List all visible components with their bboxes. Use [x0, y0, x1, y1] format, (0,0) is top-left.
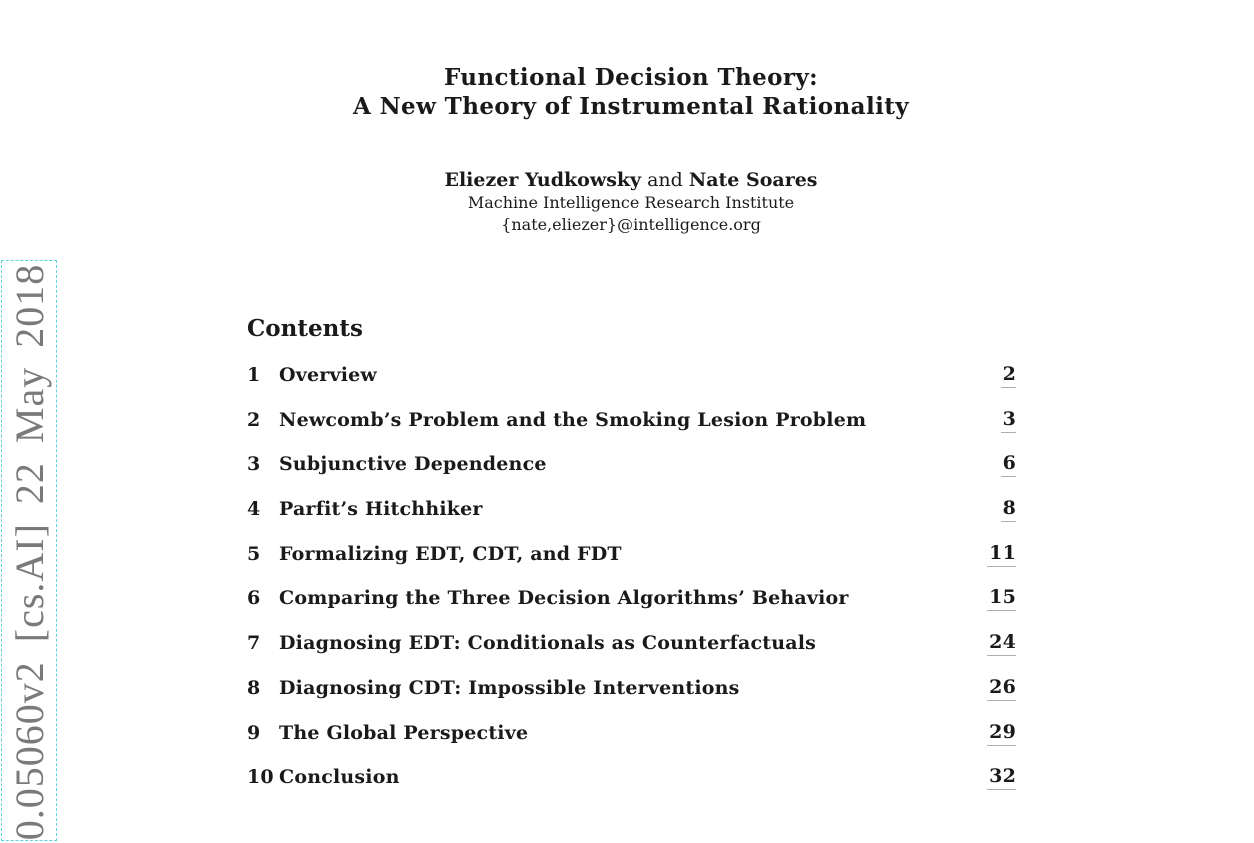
author-name: Nate Soares — [688, 169, 818, 191]
toc-section-number: 7 — [247, 632, 261, 655]
toc-page-link[interactable]: 3 — [1001, 407, 1016, 433]
toc-page-link[interactable]: 15 — [987, 585, 1016, 611]
table-of-contents — [247, 362, 1016, 809]
toc-page-link[interactable]: 11 — [987, 541, 1016, 567]
contents-heading: Contents — [247, 315, 363, 342]
toc-entry — [247, 630, 1016, 675]
author-list — [0, 168, 1254, 192]
toc-section-link[interactable]: Parfit’s Hitchhiker — [279, 498, 483, 521]
toc-section-link[interactable]: Conclusion — [279, 766, 400, 789]
toc-section-number: 4 — [247, 498, 261, 521]
toc-section-link[interactable]: Overview — [279, 364, 377, 386]
toc-section-link[interactable]: Newcomb’s Problem and the Smoking Lesion Problem — [279, 408, 867, 431]
toc-page-link[interactable]: 2 — [1001, 362, 1016, 388]
toc-entry — [247, 764, 1016, 809]
institute-name: Machine Intelligence Research Institute — [467, 193, 795, 212]
arxiv-stamp-text: 0.05060v2 [cs.AI] 22 May 2018 — [7, 263, 52, 841]
toc-page-link[interactable]: 6 — [1001, 451, 1016, 477]
arxiv-stamp — [1, 260, 57, 841]
toc-section-link[interactable]: Diagnosing EDT: Conditionals as Counterfactuals — [279, 632, 817, 655]
toc-section-link[interactable]: Subjunctive Dependence — [279, 453, 547, 476]
toc-entry — [247, 451, 1016, 496]
toc-section-number: 9 — [247, 721, 261, 744]
toc-section-number: 1 — [247, 364, 261, 386]
author-name: Eliezer Yudkowsky — [444, 169, 642, 191]
toc-section-number: 5 — [247, 542, 261, 565]
toc-page-link[interactable]: 29 — [987, 720, 1016, 746]
paper-title-line-2: A New Theory of Instrumental Rationality — [352, 93, 910, 120]
toc-section-number: 2 — [247, 408, 261, 431]
toc-section-number: 3 — [247, 453, 261, 476]
toc-entry — [247, 675, 1016, 720]
toc-section-link[interactable]: Diagnosing CDT: Impossible Interventions — [279, 676, 740, 699]
toc-page-link[interactable]: 24 — [987, 630, 1016, 656]
toc-entry — [247, 496, 1016, 541]
toc-entry — [247, 541, 1016, 586]
toc-section-number: 6 — [247, 587, 261, 610]
toc-section-number: 10 — [247, 766, 274, 789]
toc-page-link[interactable]: 26 — [987, 675, 1016, 701]
contact-email: {nate,eliezer}@intelligence.org — [501, 215, 761, 234]
toc-section-link[interactable]: The Global Perspective — [279, 721, 529, 744]
paper-title-line-1: Functional Decision Theory: — [443, 64, 819, 91]
toc-page-link[interactable]: 8 — [1001, 496, 1016, 522]
toc-entry — [247, 720, 1016, 765]
toc-section-link[interactable]: Formalizing EDT, CDT, and FDT — [279, 542, 622, 565]
paper-title — [0, 63, 1254, 121]
toc-page-link[interactable]: 32 — [987, 764, 1016, 790]
author-conjunction: and — [647, 169, 683, 191]
affiliation-block — [0, 192, 1254, 236]
toc-section-number: 8 — [247, 676, 261, 699]
toc-entry — [247, 407, 1016, 452]
toc-entry — [247, 362, 1016, 407]
toc-entry — [247, 585, 1016, 630]
toc-section-link[interactable]: Comparing the Three Decision Algorithms’ Behavior — [279, 587, 849, 610]
